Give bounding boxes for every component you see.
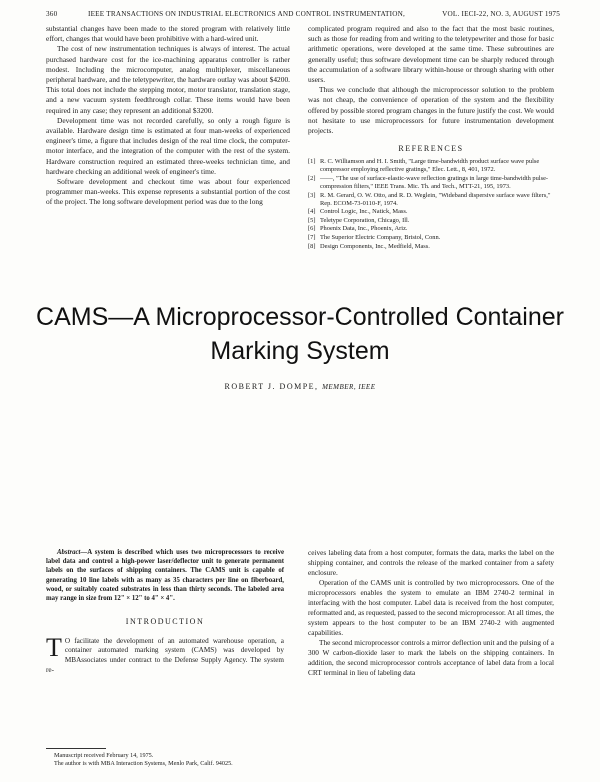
paragraph: Operation of the CAMS unit is controlled by two microprocessors. One of the microprocessors enables the system to emulate an IBM 2740-2 terminal in interfacing with the host computer. Label data is received from the host computer, reformatted and, as requested, passed to the second microprocessor. At all times, the system appears to the host computer to be an IBM 2740-2 with augmented capabilities.	[308, 578, 554, 637]
reference-text: Control Logic, Inc., Natick, Mass.	[320, 208, 408, 216]
reference-item	[308, 208, 554, 216]
page-number: 360	[46, 10, 58, 18]
article-title-line-1: CAMS—A Microprocessor-Controlled Container	[36, 303, 564, 331]
reference-item	[308, 243, 554, 251]
reference-text: ——, "The use of surface-elastic-wave reflection gratings in large time-bandwidth pulse-compression filters," IEEE Trans. Mic. Th. and Tech., MTT-21, 195, 1973.	[320, 175, 549, 191]
footnote	[46, 748, 284, 768]
footnote-affiliation: The author is with MBA Interaction Systems, Menlo Park, Calif. 94025.	[54, 759, 233, 767]
reference-number: [7]	[308, 234, 316, 241]
reference-item	[308, 158, 554, 174]
drop-cap: T	[46, 632, 62, 662]
footnote-manuscript: Manuscript received February 14, 1975.	[54, 752, 154, 759]
section-heading-introduction: INTRODUCTION	[125, 617, 205, 627]
article-left-column	[46, 548, 284, 675]
intro-text: O facilitate the development of an automated warehouse operation, a container automated marking system (CAMS) was developed by MBAssociates under contract to the Defense Supply Agency. The system re-	[46, 636, 284, 674]
reference-number: [1]	[308, 158, 316, 166]
footnote-rule	[46, 748, 106, 749]
reference-number: [8]	[308, 242, 316, 250]
paragraph: Software development and checkout time was about four experienced programmer man-weeks. This expense represents a substantial portion of the cost of the project. The long software development period was due to the long	[46, 177, 290, 207]
abstract-text: —A system is described which uses two microprocessors to receive label data and control a high-power laser/deflector unit to generate permanent labels on the surfaces of shipping containers. The CAMS unit is capable of generating 10 line labels with as many as 35 characters per line on fiberboard, wood, or suitably coated substrates in less than thirty seconds. The labeled area may range in size from 12" × 12" to 4" × 4".	[46, 549, 284, 603]
reference-number: [5]	[308, 216, 316, 224]
references-heading: REFERENCES	[398, 144, 464, 154]
reference-number: [4]	[308, 208, 316, 216]
previous-article-right-column	[308, 24, 554, 251]
reference-item	[308, 217, 554, 225]
reference-number: [2]	[308, 175, 316, 183]
previous-article-left-column	[46, 24, 290, 208]
author-name: ROBERT J. DOMPE,	[224, 382, 319, 391]
reference-text: Teletype Corporation, Chicago, Ill.	[320, 216, 410, 224]
reference-text: The Superior Electric Company, Bristol, Conn.	[320, 234, 441, 241]
paragraph: Thus we conclude that although the microprocessor solution to the problem was not cheap, the convenience of operation of the system and the flexibility offered by possible stored program changes in the future justify the cost. We would not hesitate to use microprocessors for future instrumentation development projects.	[308, 85, 554, 136]
reference-text: R. C. Williamson and H. I. Smith, "Large time-bandwidth product surface wave pulse compressor employing reflective gratings," Elec. Lett., 8, 401, 1972.	[320, 158, 540, 174]
article-right-column	[308, 548, 554, 678]
abstract-label: Abstract	[57, 549, 81, 556]
article-title	[0, 300, 600, 368]
issue-info: VOL. IECI-22, NO. 3, AUGUST 1975	[442, 10, 560, 18]
reference-text: Design Components, Inc., Medfield, Mass.	[320, 242, 430, 250]
journal-title: IEEE TRANSACTIONS ON INDUSTRIAL ELECTRONICS AND CONTROL INSTRUMENTATION,	[88, 10, 406, 18]
article-title-line-2: Marking System	[210, 337, 390, 365]
reference-number: [6]	[308, 225, 316, 233]
paragraph: The second microprocessor controls a mirror deflection unit and the pulsing of a 300 W carbon-dioxide laser to mark the labels on the shipping containers. In addition, the second microprocessor controls acceptance of label data from a local CRT terminal in lieu of labeling data	[308, 638, 554, 677]
reference-item	[308, 192, 554, 208]
author-membership: MEMBER, IEEE	[322, 383, 376, 391]
reference-item	[308, 175, 554, 191]
author-line	[0, 382, 600, 391]
reference-list	[308, 158, 554, 250]
reference-item	[308, 225, 554, 233]
reference-text: Phoenix Data, Inc., Phoenix, Ariz.	[320, 225, 408, 233]
paragraph: substantial changes have been made to the stored program with relatively little effort, changes that would have been prohibitive with a hard-wired unit.	[46, 24, 290, 44]
paragraph: complicated program required and also to the fact that the most basic routines, such as those for reading from and writing to the teletypewriter and those for basic arithmetic operations, were developed at the same time. These subroutines are generally useful; thus software development time can be sharply reduced through the accumulation of a software library within-house or through sharing with other users.	[308, 24, 554, 85]
paragraph: Development time was not recorded carefully, so only a rough figure is available. Hardware design time is estimated at four man-weeks of experienced engineer's time, a figure that includes design of the real time clock, the computer-motor interface, and the integration of the computer with the rest of the system. Hardware construction required an estimated three-weeks technician time, and hardware checking an additional week of engineer's time.	[46, 115, 290, 176]
paragraph: ceives labeling data from a host computer, formats the data, marks the label on the shipping container, and controls the release of the marked container from a safety enclosure.	[308, 548, 554, 577]
paragraph: The cost of new instrumentation techniques is always of interest. The actual purchased hardware cost for the ice-machining apparatus controller is rather modest. Including the microcomputer, analog multiplexer, miscellaneous peripheral hardware, and the teletypewriter, the hardware outlay was about $4200. This total does not include the stepping motor, motor translator, translation stage, and a new vacuum system feedthrough collar. These items would have been required in any case; they represent an additional $3200.	[46, 44, 290, 115]
abstract	[46, 548, 284, 603]
reference-number: [3]	[308, 191, 316, 199]
reference-item	[308, 234, 554, 242]
intro-paragraph	[46, 632, 284, 675]
reference-text: R. M. Gerard, O. W. Otto, and R. D. Weglein, "Wideband dispersive surface wave filters," Rep. ECOM-73-0110-F, 1974.	[320, 191, 551, 207]
